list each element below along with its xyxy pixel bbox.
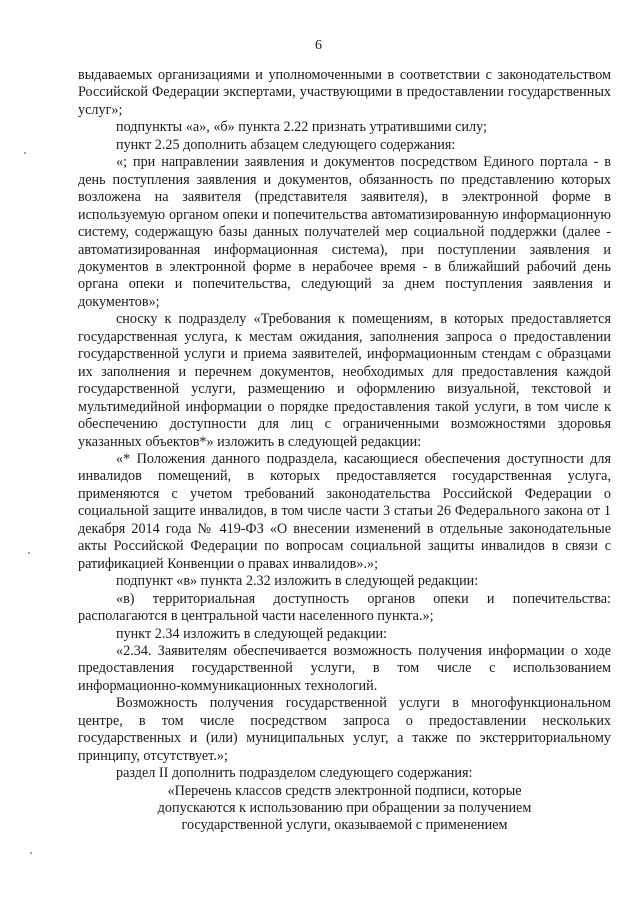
paragraph-8: «в) территориальная доступность органов опеки и попечительства: располагаются в центральной части населенного пункта.»; [78, 590, 611, 625]
subsection-heading-line-3: государственной услуги, оказываемой с применением [181, 817, 508, 834]
paragraph-5: сноску к подразделу «Требования к помещениям, в которых предоставляется государственная услуга, к местам ожидания, заполнения запроса о предоставлении государственной услуги и приема заявителей, информационным стендам с образцами их заполнения и перечнем документов, необходимых для предоставления каждой государственной услуги, размещению и оформлению визуальной, текстовой и мультимедийной информации о порядке предоставления такой услуги, в том числе к обеспечению доступности для лиц с ограниченными возможностями здоровья указанных объектов*» изложить в следующей редакции: [78, 311, 611, 450]
paragraph-3: пункт 2.25 дополнить абзацем следующего содержания: [116, 136, 456, 153]
subsection-heading-line-2: допускаются к использованию при обращении за получением [157, 800, 532, 817]
scan-speck [28, 552, 30, 554]
page-number: 6 [315, 38, 322, 53]
paragraph-10: «2.34. Заявителям обеспечивается возможность получения информации о ходе предоставления государственной услуги, в том числе с использованием информационно-коммуникационных технологий. [78, 642, 611, 694]
scan-speck [30, 852, 32, 854]
subsection-heading-line-1: «Перечень классов средств электронной подписи, которые [167, 782, 522, 799]
paragraph-2: подпункты «а», «б» пункта 2.22 признать утратившими силу; [116, 119, 487, 136]
paragraph-6: «* Положения данного подраздела, касающиеся обеспечения доступности для инвалидов помещений, в которых предоставляется государственная услуга, применяются с учетом требований законодательства Российской Федерации о социальной защите инвалидов, в том числе части 3 статьи 26 Федерального закона от 1 декабря 2014 года № 419-ФЗ «О внесении изменений в отдельные законодательные акты Российской Федерации по вопросам социальной защиты инвалидов в связи с ратификацией Конвенции о правах инвалидов».»; [78, 450, 611, 572]
paragraph-12: раздел II дополнить подразделом следующего содержания: [116, 765, 473, 782]
document-body [78, 67, 611, 835]
paragraph-1: выдаваемых организациями и уполномоченными в соответствии с законодательством Российской Федерации экспертами, участвующими в предоставлении государственных услуг»; [78, 67, 611, 118]
paragraph-7: подпункт «в» пункта 2.32 изложить в следующей редакции: [116, 573, 479, 590]
paragraph-11: Возможность получения государственной услуги в многофункциональном центре, в том числе посредством запроса о предоставлении нескольких государственных и (или) муниципальных услуг, а также по экстерриториальному принципу, отсутствует.»; [78, 695, 611, 764]
paragraph-4: «; при направлении заявления и документов посредством Единого портала - в день поступления заявления и документов, обязанность по представлению которых возложена на заявителя (представителя заявителя), в электронной форме в используемую органом опеки и попечительства автоматизированную информационную систему, содержащую базы данных получателей мер социальной поддержки (далее - автоматизированная информационная система), при поступлении заявления и документов в электронной форме в нерабочее время - в ближайший рабочий день органа опеки и попечительства, следующий за днем поступления заявления и документов»; [78, 154, 611, 310]
scan-speck [24, 152, 26, 154]
paragraph-9: пункт 2.34 изложить в следующей редакции: [116, 625, 388, 642]
